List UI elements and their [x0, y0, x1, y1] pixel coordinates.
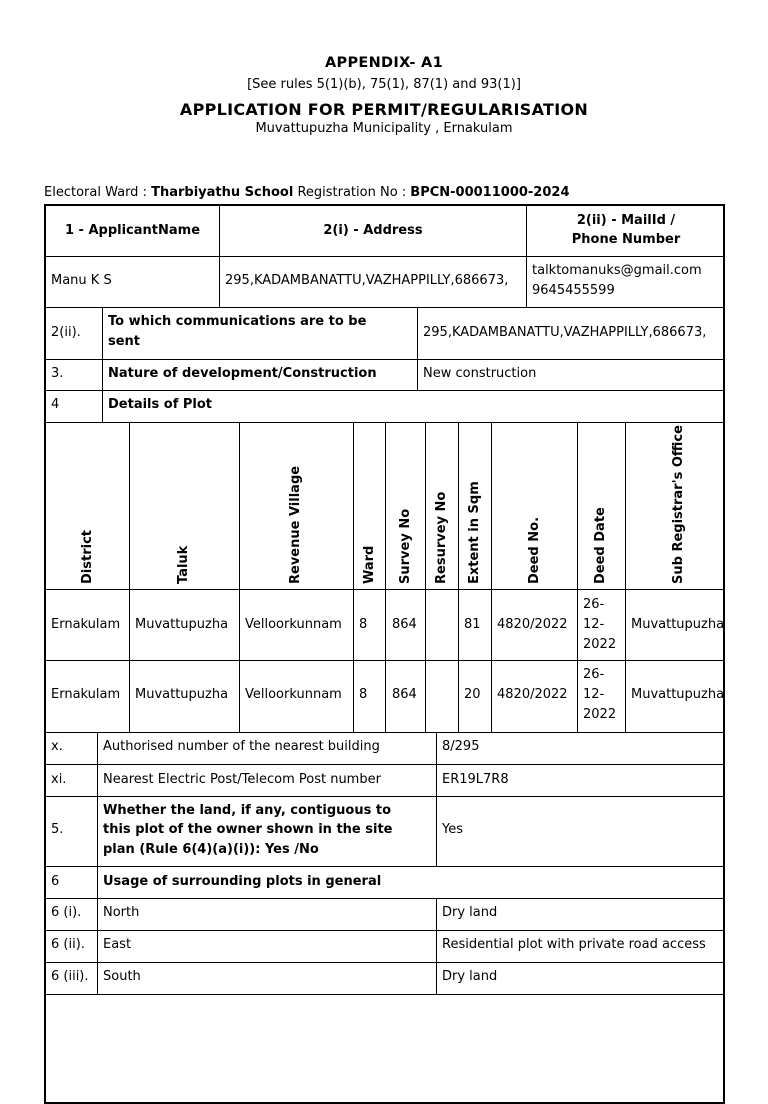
- contiguous-line-2: this plot of the owner shown in the site: [103, 822, 393, 837]
- surrounding-direction: East: [103, 937, 132, 952]
- col-taluk: Taluk: [176, 545, 191, 584]
- cell-survey: 864: [392, 687, 417, 702]
- cell-deed-date-3: 2022: [583, 707, 617, 722]
- communication-num: 2(ii).: [51, 325, 81, 340]
- contiguous-num: 5.: [51, 822, 64, 837]
- plot-label: Details of Plot: [108, 397, 213, 412]
- ward-registration-line: [44, 185, 570, 200]
- cell-extent: 81: [464, 617, 481, 632]
- phone-header: Phone Number: [571, 232, 681, 247]
- col-resurvey-no: Resurvey No: [434, 491, 449, 584]
- surrounding-direction: South: [103, 969, 141, 984]
- col-ward: Ward: [362, 545, 377, 584]
- applicant-name-header: 1 - ApplicantName: [64, 223, 201, 238]
- registration-label: Registration No :: [293, 185, 411, 200]
- authority-name: Muvattupuzha Municipality , Ernakulam: [255, 121, 513, 136]
- cell-district: Ernakulam: [51, 617, 121, 632]
- cell-taluk: Muvattupuzha: [135, 687, 229, 702]
- communication-label-2: sent: [108, 334, 141, 349]
- cell-ward: 8: [359, 617, 368, 632]
- surrounding-num: 6: [51, 874, 60, 889]
- col-extent: Extent in Sqm: [467, 481, 482, 584]
- application-table: [44, 204, 725, 1104]
- registration-value: BPCN-00011000-2024: [410, 185, 570, 200]
- surrounding-value: Residential plot with private road access: [442, 937, 706, 952]
- item-label: Authorised number of the nearest building: [103, 739, 380, 754]
- cell-deed-date-1: 26-: [583, 667, 605, 682]
- surrounding-direction: North: [103, 905, 140, 920]
- applicant-address: 295,KADAMBANATTU,VAZHAPPILLY,686673,: [225, 273, 509, 288]
- nature-value: New construction: [423, 366, 537, 381]
- col-sub-registrar: Sub Registrar's Office: [671, 425, 686, 584]
- page-title: APPLICATION FOR PERMIT/REGULARISATION: [179, 100, 589, 119]
- cell-deed-date-3: 2022: [583, 637, 617, 652]
- cell-deed-date-2: 12-: [583, 617, 605, 632]
- col-district: District: [80, 530, 95, 584]
- applicant-name: Manu K S: [51, 273, 112, 288]
- address-header: 2(i) - Address: [323, 223, 423, 238]
- item-num: x.: [51, 739, 63, 754]
- col-survey-no: Survey No: [398, 508, 413, 584]
- contiguous-line-3: plan (Rule 6(4)(a)(i)): Yes /No: [103, 842, 319, 857]
- nature-label: Nature of development/Construction: [108, 366, 377, 381]
- cell-taluk: Muvattupuzha: [135, 617, 229, 632]
- rules-reference: [See rules 5(1)(b), 75(1), 87(1) and 93(1)]: [247, 77, 521, 92]
- mail-header: 2(ii) - MailId /: [576, 213, 676, 228]
- surrounding-row-num: 6 (ii).: [51, 937, 85, 952]
- cell-village: Velloorkunnam: [245, 687, 342, 702]
- cell-sro: Muvattupuzha: [631, 687, 725, 702]
- contiguous-line-1: Whether the land, if any, contiguous to: [103, 803, 392, 818]
- item-value: ER19L7R8: [442, 772, 509, 787]
- applicant-phone: 9645455599: [532, 283, 615, 298]
- ward-label: Electoral Ward :: [44, 185, 152, 200]
- cell-extent: 20: [464, 687, 481, 702]
- surrounding-row-num: 6 (iii).: [51, 969, 89, 984]
- item-value: 8/295: [442, 739, 480, 754]
- cell-deed-date-2: 12-: [583, 687, 605, 702]
- plot-num: 4: [51, 397, 60, 412]
- communication-label-1: To which communications are to be: [108, 314, 367, 329]
- surrounding-label: Usage of surrounding plots in general: [103, 874, 382, 889]
- applicant-email: talktomanuks@gmail.com: [532, 263, 702, 278]
- contiguous-value: Yes: [442, 822, 463, 837]
- surrounding-value: Dry land: [442, 969, 498, 984]
- cell-village: Velloorkunnam: [245, 617, 342, 632]
- col-deed-no: Deed No.: [527, 516, 542, 584]
- surrounding-row-num: 6 (i).: [51, 905, 82, 920]
- item-label: Nearest Electric Post/Telecom Post number: [103, 772, 381, 787]
- cell-deed-date-1: 26-: [583, 597, 605, 612]
- surrounding-value: Dry land: [442, 905, 498, 920]
- col-deed-date: Deed Date: [593, 507, 608, 584]
- appendix-title: APPENDIX- A1: [325, 55, 443, 71]
- col-revenue-village: Revenue Village: [288, 465, 303, 584]
- cell-survey: 864: [392, 617, 417, 632]
- cell-deed-no: 4820/2022: [497, 617, 568, 632]
- cell-district: Ernakulam: [51, 687, 121, 702]
- cell-sro: Muvattupuzha: [631, 617, 725, 632]
- ward-value: Tharbiyathu School: [151, 185, 294, 200]
- item-num: xi.: [51, 772, 67, 787]
- cell-deed-no: 4820/2022: [497, 687, 568, 702]
- nature-num: 3.: [51, 366, 64, 381]
- cell-ward: 8: [359, 687, 368, 702]
- communication-address: 295,KADAMBANATTU,VAZHAPPILLY,686673,: [423, 325, 707, 340]
